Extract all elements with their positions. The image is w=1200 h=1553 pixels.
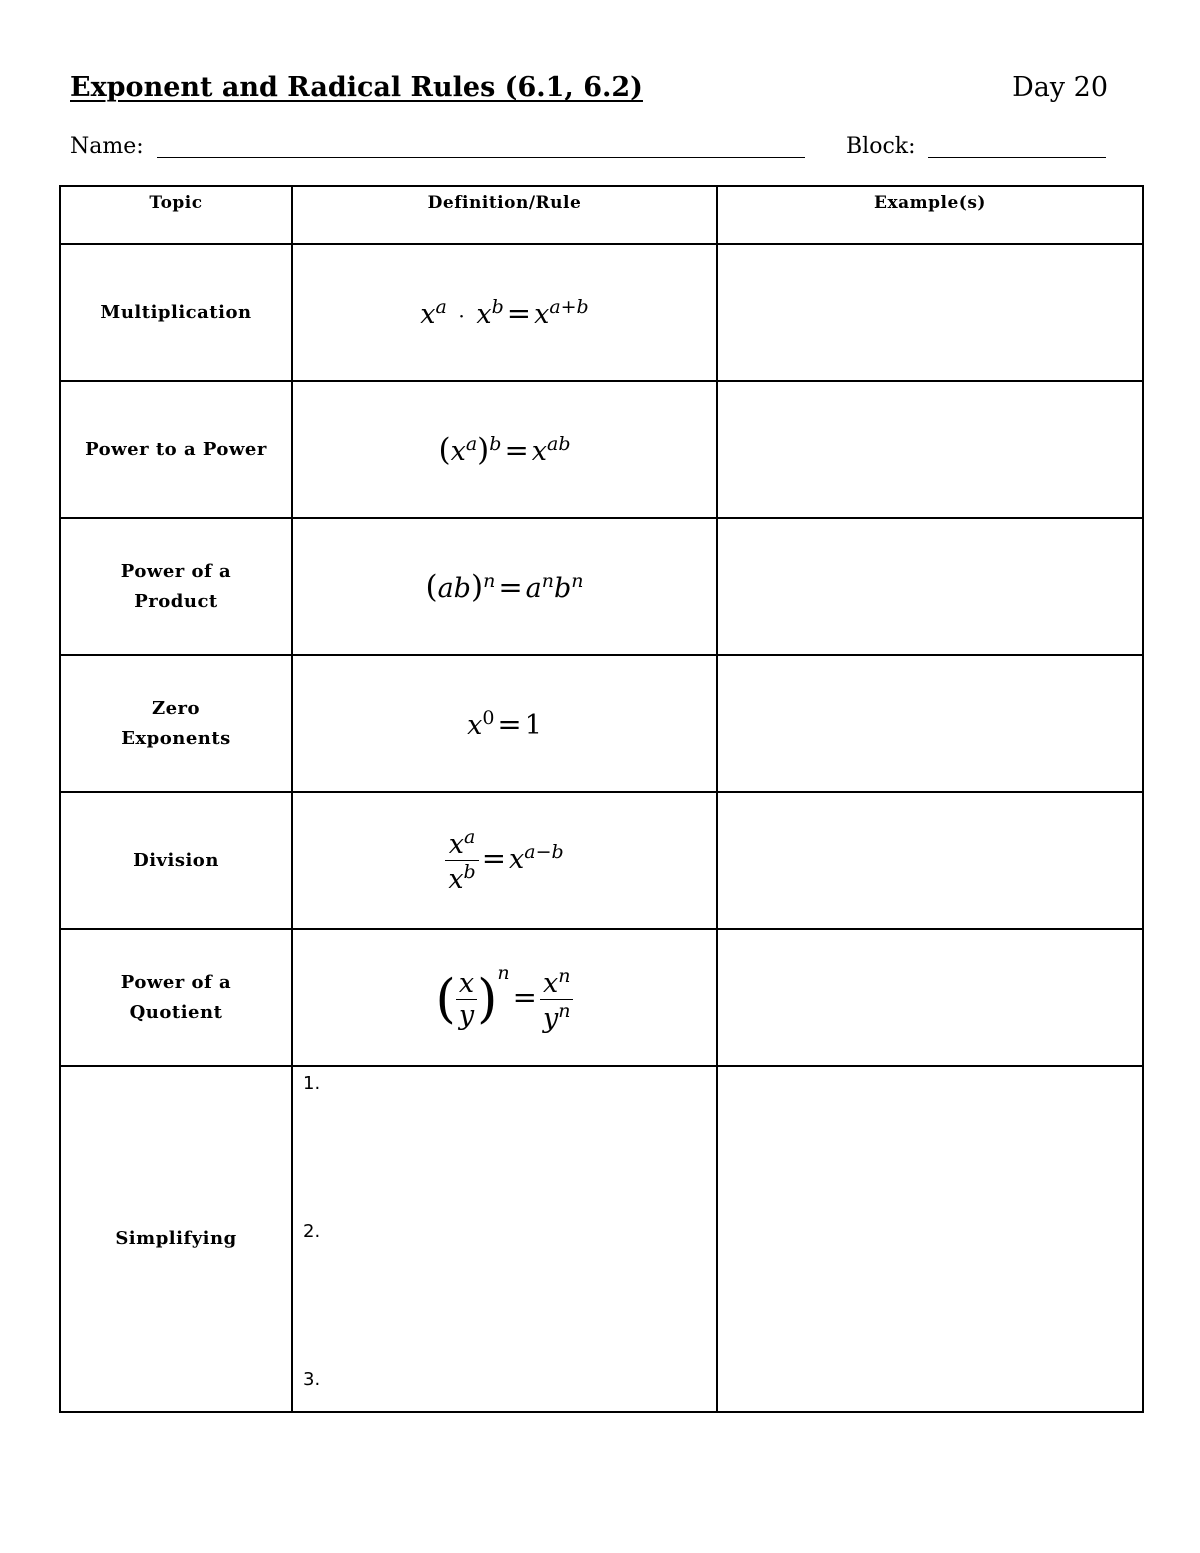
topic-division: Division — [60, 792, 292, 929]
example-cell[interactable] — [717, 792, 1143, 929]
header-topic: Topic — [60, 186, 292, 244]
table-header-row — [60, 186, 1143, 244]
topic-power-to-power: Power to a Power — [60, 381, 292, 518]
table-row — [60, 792, 1143, 929]
table-row — [60, 381, 1143, 518]
simplifying-definition-cell[interactable] — [292, 1066, 717, 1412]
topic-power-of-product: Power of a Product — [60, 518, 292, 655]
block-label: Block: — [846, 134, 916, 159]
block-field-line[interactable] — [928, 157, 1106, 158]
simplifying-item-2: 2. — [303, 1221, 321, 1242]
page-title: Exponent and Radical Rules (6.1, 6.2) — [70, 72, 643, 103]
example-cell[interactable] — [717, 244, 1143, 381]
example-cell[interactable] — [717, 1066, 1143, 1412]
formula-power-of-quotient: ( $\frac{x}{y}$ )$^n$= $\frac{x^n}{y^n}$ — [292, 929, 717, 1066]
simplifying-item-3: 3. — [303, 1369, 321, 1390]
formula-power-to-power: $(x^a)^b = x^{ab}$ — [292, 381, 717, 518]
name-field-line[interactable] — [157, 157, 805, 158]
header-examples: Example(s) — [717, 186, 1143, 244]
example-cell[interactable] — [717, 381, 1143, 518]
table-row — [60, 929, 1143, 1066]
topic-power-of-quotient: Power of a Quotient — [60, 929, 292, 1066]
table-row — [60, 1066, 1143, 1412]
formula-zero-exponent: $x^0 = 1$ — [292, 655, 717, 792]
topic-multiplication: Multiplication — [60, 244, 292, 381]
day-label: Day 20 — [1012, 72, 1108, 103]
example-cell[interactable] — [717, 518, 1143, 655]
example-cell[interactable] — [717, 929, 1143, 1066]
topic-simplifying: Simplifying — [60, 1066, 292, 1412]
table-row — [60, 518, 1143, 655]
topic-zero-exponents: Zero Exponents — [60, 655, 292, 792]
formula-power-of-product: $(ab)^n = a^nb^n$ — [292, 518, 717, 655]
simplifying-item-1: 1. — [303, 1073, 321, 1094]
name-label: Name: — [70, 134, 144, 159]
formula-multiplication: $x^a \cdot x^b = x^{a+b}$ — [292, 244, 717, 381]
table-row — [60, 244, 1143, 381]
formula-division: $\frac{x^a}{x^b}$ = $x^{a-b}$ — [292, 792, 717, 929]
rules-table — [59, 185, 1144, 1413]
table-row — [60, 655, 1143, 792]
header-definition: Definition/Rule — [292, 186, 717, 244]
example-cell[interactable] — [717, 655, 1143, 792]
